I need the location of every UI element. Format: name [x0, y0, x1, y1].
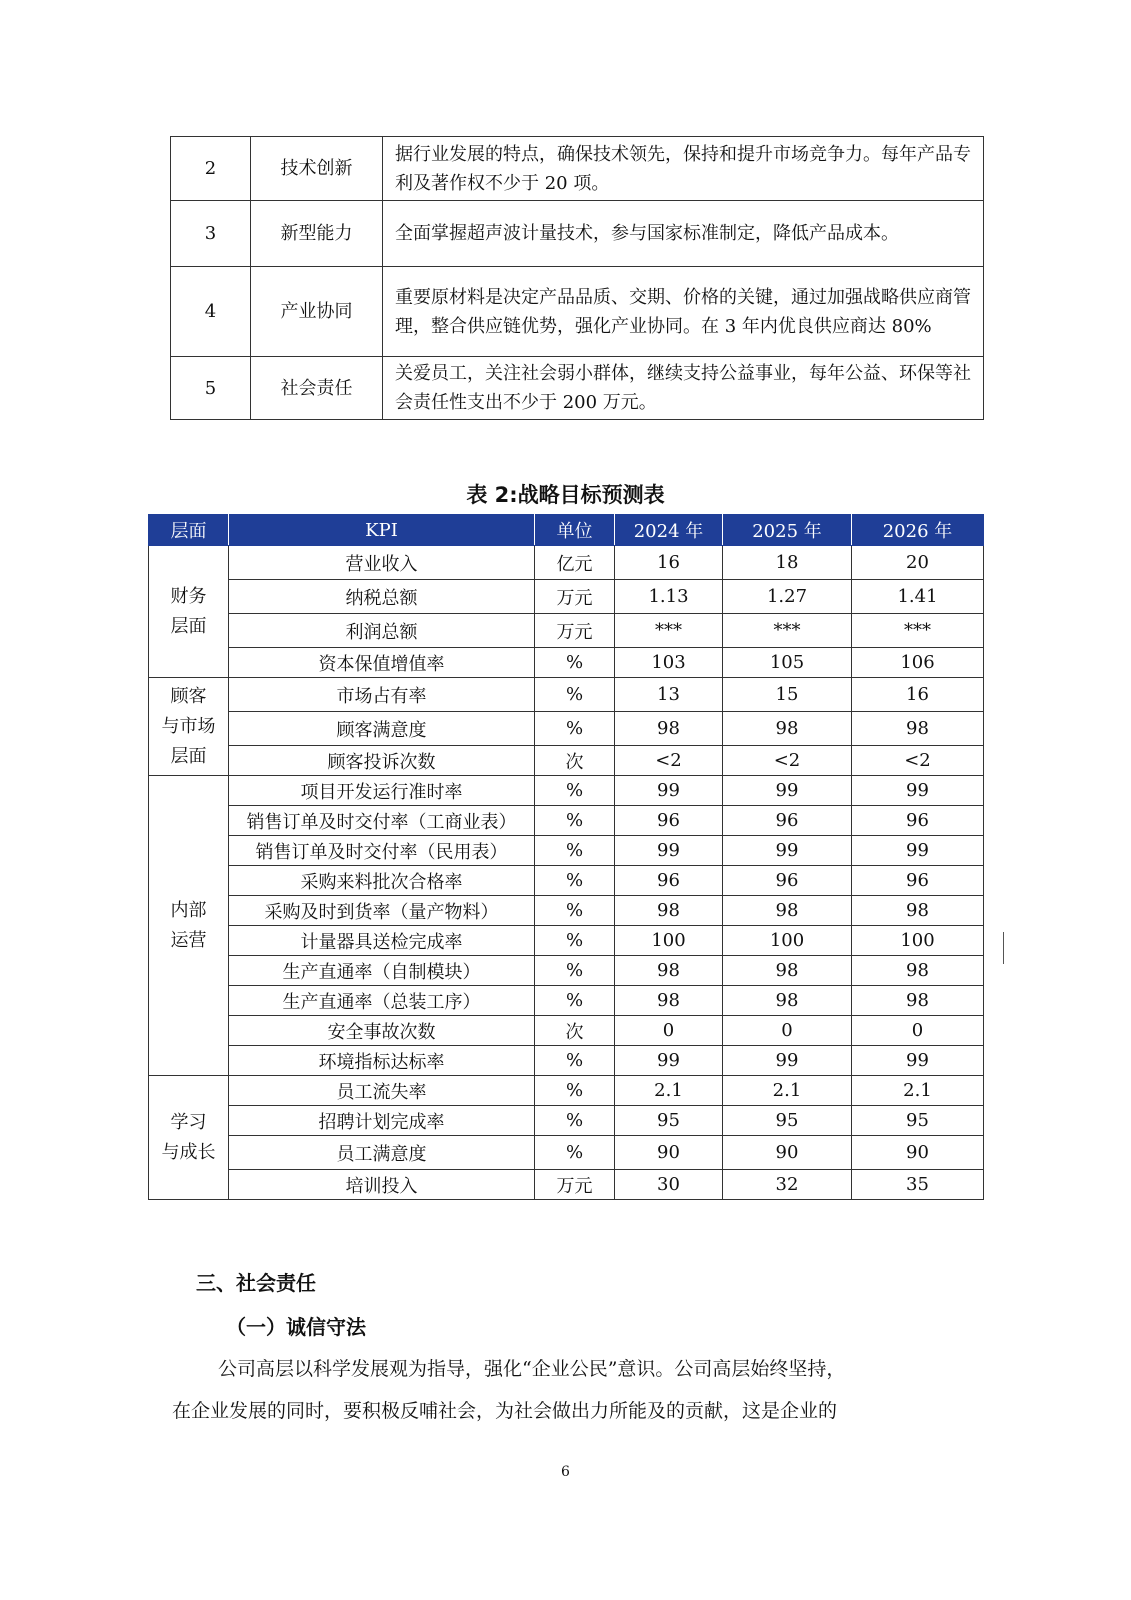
value-2024-cell: 98: [615, 896, 723, 926]
table-row: [149, 678, 984, 712]
table-row: [149, 806, 984, 836]
value-2024-cell: 98: [615, 986, 723, 1016]
kpi-name-cell: 计量器具送检完成率: [229, 926, 535, 956]
kpi-table-body: [149, 546, 984, 1200]
value-2026-cell: 96: [852, 866, 984, 896]
goal-name: 社会责任: [251, 357, 383, 420]
value-2024-cell: 99: [615, 776, 723, 806]
goal-name: 技术创新: [251, 137, 383, 201]
value-2024-cell: 96: [615, 806, 723, 836]
unit-cell: 万元: [535, 614, 615, 648]
value-2026-cell: 98: [852, 712, 984, 746]
unit-cell: %: [535, 926, 615, 956]
table-row: [149, 1016, 984, 1046]
value-2025-cell: 105: [723, 648, 852, 678]
value-2024-cell: 103: [615, 648, 723, 678]
table-row: [149, 746, 984, 776]
value-2025-cell: 98: [723, 712, 852, 746]
value-2025-cell: 96: [723, 866, 852, 896]
value-2025-cell: 98: [723, 896, 852, 926]
table-row: [171, 137, 984, 201]
value-2025-cell: 99: [723, 776, 852, 806]
kpi-name-cell: 市场占有率: [229, 678, 535, 712]
layer-cell: 财务 层面: [149, 546, 229, 678]
page-number: 6: [561, 1464, 570, 1480]
goal-content: 全面掌握超声波计量技术，参与国家标准制定，降低产品成本。: [383, 201, 984, 267]
table-row: [149, 1136, 984, 1170]
kpi-name-cell: 项目开发运行准时率: [229, 776, 535, 806]
kpi-name-cell: 利润总额: [229, 614, 535, 648]
value-2026-cell: 99: [852, 1046, 984, 1076]
goal-number: 3: [171, 201, 251, 267]
table-row: [149, 986, 984, 1016]
unit-cell: %: [535, 1136, 615, 1170]
unit-cell: 万元: [535, 1170, 615, 1200]
kpi-name-cell: 环境指标达标率: [229, 1046, 535, 1076]
unit-cell: %: [535, 866, 615, 896]
kpi-name-cell: 销售订单及时交付率（民用表）: [229, 836, 535, 866]
header-kpi: KPI: [229, 515, 535, 546]
table-row: [149, 580, 984, 614]
unit-cell: %: [535, 896, 615, 926]
value-2025-cell: 1.27: [723, 580, 852, 614]
value-2024-cell: 99: [615, 1046, 723, 1076]
value-2025-cell: 15: [723, 678, 852, 712]
value-2026-cell: 98: [852, 956, 984, 986]
value-2024-cell: 95: [615, 1106, 723, 1136]
header-year-2024: 2024 年: [615, 515, 723, 546]
unit-cell: %: [535, 712, 615, 746]
value-2026-cell: 96: [852, 806, 984, 836]
value-2026-cell: 98: [852, 896, 984, 926]
value-2025-cell: 95: [723, 1106, 852, 1136]
table-row: [171, 357, 984, 420]
kpi-forecast-table: [148, 514, 984, 1200]
goal-number: 2: [171, 137, 251, 201]
unit-cell: 次: [535, 746, 615, 776]
header-unit: 单位: [535, 515, 615, 546]
goal-content: 重要原材料是决定产品品质、交期、价格的关键，通过加强战略供应商管理，整合供应链优势，强化产业协同。在 3 年内优良供应商达 80%: [383, 267, 984, 357]
unit-cell: %: [535, 776, 615, 806]
value-2026-cell: 16: [852, 678, 984, 712]
unit-cell: %: [535, 986, 615, 1016]
unit-cell: 亿元: [535, 546, 615, 580]
value-2024-cell: ***: [615, 614, 723, 648]
goal-content: 据行业发展的特点，确保技术领先，保持和提升市场竞争力。每年产品专利及著作权不少于 20 项。: [383, 137, 984, 201]
kpi-name-cell: 员工流失率: [229, 1076, 535, 1106]
value-2025-cell: ***: [723, 614, 852, 648]
goal-number: 4: [171, 267, 251, 357]
kpi-name-cell: 招聘计划完成率: [229, 1106, 535, 1136]
value-2026-cell: 95: [852, 1106, 984, 1136]
value-2025-cell: 99: [723, 836, 852, 866]
unit-cell: %: [535, 678, 615, 712]
value-2024-cell: 13: [615, 678, 723, 712]
value-2026-cell: 99: [852, 836, 984, 866]
value-2025-cell: 100: [723, 926, 852, 956]
table-row: [149, 614, 984, 648]
value-2026-cell: 2.1: [852, 1076, 984, 1106]
value-2026-cell: 0: [852, 1016, 984, 1046]
value-2024-cell: 0: [615, 1016, 723, 1046]
value-2025-cell: 0: [723, 1016, 852, 1046]
value-2026-cell: 20: [852, 546, 984, 580]
table-row: [149, 896, 984, 926]
value-2025-cell: 32: [723, 1170, 852, 1200]
kpi-name-cell: 营业收入: [229, 546, 535, 580]
value-2026-cell: 100: [852, 926, 984, 956]
table-row: [149, 1046, 984, 1076]
goal-name: 产业协同: [251, 267, 383, 357]
table-row: [171, 267, 984, 357]
unit-cell: %: [535, 1046, 615, 1076]
unit-cell: 万元: [535, 580, 615, 614]
table-row: [171, 201, 984, 267]
value-2026-cell: 1.41: [852, 580, 984, 614]
kpi-name-cell: 资本保值增值率: [229, 648, 535, 678]
table-row: [149, 836, 984, 866]
strategic-goals-table: [170, 136, 984, 420]
table-row: [149, 712, 984, 746]
kpi-name-cell: 顾客投诉次数: [229, 746, 535, 776]
kpi-name-cell: 安全事故次数: [229, 1016, 535, 1046]
value-2024-cell: 100: [615, 926, 723, 956]
value-2024-cell: <2: [615, 746, 723, 776]
unit-cell: %: [535, 1106, 615, 1136]
value-2026-cell: ***: [852, 614, 984, 648]
kpi-name-cell: 顾客满意度: [229, 712, 535, 746]
value-2024-cell: 90: [615, 1136, 723, 1170]
value-2025-cell: 96: [723, 806, 852, 836]
kpi-name-cell: 生产直通率（总装工序）: [229, 986, 535, 1016]
unit-cell: %: [535, 648, 615, 678]
unit-cell: %: [535, 1076, 615, 1106]
layer-cell: 内部 运营: [149, 776, 229, 1076]
table-row: [149, 926, 984, 956]
table-row: [149, 1076, 984, 1106]
value-2025-cell: 98: [723, 956, 852, 986]
kpi-header-row: [149, 515, 984, 546]
table-caption: 表 2:战略目标预测表: [466, 483, 665, 507]
table-row: [149, 648, 984, 678]
paragraph-line: 公司高层以科学发展观为指导，强化“企业公民”意识。公司高层始终坚持，: [218, 1358, 846, 1380]
kpi-name-cell: 培训投入: [229, 1170, 535, 1200]
value-2024-cell: 96: [615, 866, 723, 896]
value-2025-cell: 99: [723, 1046, 852, 1076]
kpi-name-cell: 采购及时到货率（量产物料）: [229, 896, 535, 926]
value-2025-cell: 2.1: [723, 1076, 852, 1106]
value-2026-cell: <2: [852, 746, 984, 776]
value-2024-cell: 99: [615, 836, 723, 866]
section-heading: 三、社会责任: [196, 1271, 316, 1295]
margin-mark: [1003, 932, 1004, 964]
value-2026-cell: 98: [852, 986, 984, 1016]
kpi-name-cell: 销售订单及时交付率（工商业表）: [229, 806, 535, 836]
value-2024-cell: 2.1: [615, 1076, 723, 1106]
layer-cell: 学习 与成长: [149, 1076, 229, 1200]
value-2026-cell: 106: [852, 648, 984, 678]
layer-cell: 顾客 与市场 层面: [149, 678, 229, 776]
unit-cell: %: [535, 956, 615, 986]
value-2025-cell: <2: [723, 746, 852, 776]
value-2025-cell: 98: [723, 986, 852, 1016]
table-row: [149, 1106, 984, 1136]
table-row: [149, 1170, 984, 1200]
goal-number: 5: [171, 357, 251, 420]
table-row: [149, 866, 984, 896]
kpi-name-cell: 纳税总额: [229, 580, 535, 614]
header-year-2026: 2026 年: [852, 515, 984, 546]
subsection-heading: （一）诚信守法: [226, 1315, 366, 1339]
value-2025-cell: 18: [723, 546, 852, 580]
value-2026-cell: 99: [852, 776, 984, 806]
value-2026-cell: 35: [852, 1170, 984, 1200]
value-2024-cell: 98: [615, 712, 723, 746]
goal-name: 新型能力: [251, 201, 383, 267]
value-2024-cell: 16: [615, 546, 723, 580]
header-layer: 层面: [149, 515, 229, 546]
kpi-name-cell: 采购来料批次合格率: [229, 866, 535, 896]
table-row: [149, 956, 984, 986]
value-2026-cell: 90: [852, 1136, 984, 1170]
table-row: [149, 546, 984, 580]
kpi-name-cell: 生产直通率（自制模块）: [229, 956, 535, 986]
unit-cell: %: [535, 836, 615, 866]
table-row: [149, 776, 984, 806]
value-2025-cell: 90: [723, 1136, 852, 1170]
goal-content: 关爱员工，关注社会弱小群体，继续支持公益事业，每年公益、环保等社会责任性支出不少于 200 万元。: [383, 357, 984, 420]
value-2024-cell: 30: [615, 1170, 723, 1200]
kpi-name-cell: 员工满意度: [229, 1136, 535, 1170]
strategic-goals-body: [171, 137, 984, 420]
paragraph-line: 在企业发展的同时，要积极反哺社会，为社会做出力所能及的贡献，这是企业的: [172, 1400, 838, 1422]
value-2024-cell: 1.13: [615, 580, 723, 614]
header-year-2025: 2025 年: [723, 515, 852, 546]
value-2024-cell: 98: [615, 956, 723, 986]
unit-cell: 次: [535, 1016, 615, 1046]
unit-cell: %: [535, 806, 615, 836]
